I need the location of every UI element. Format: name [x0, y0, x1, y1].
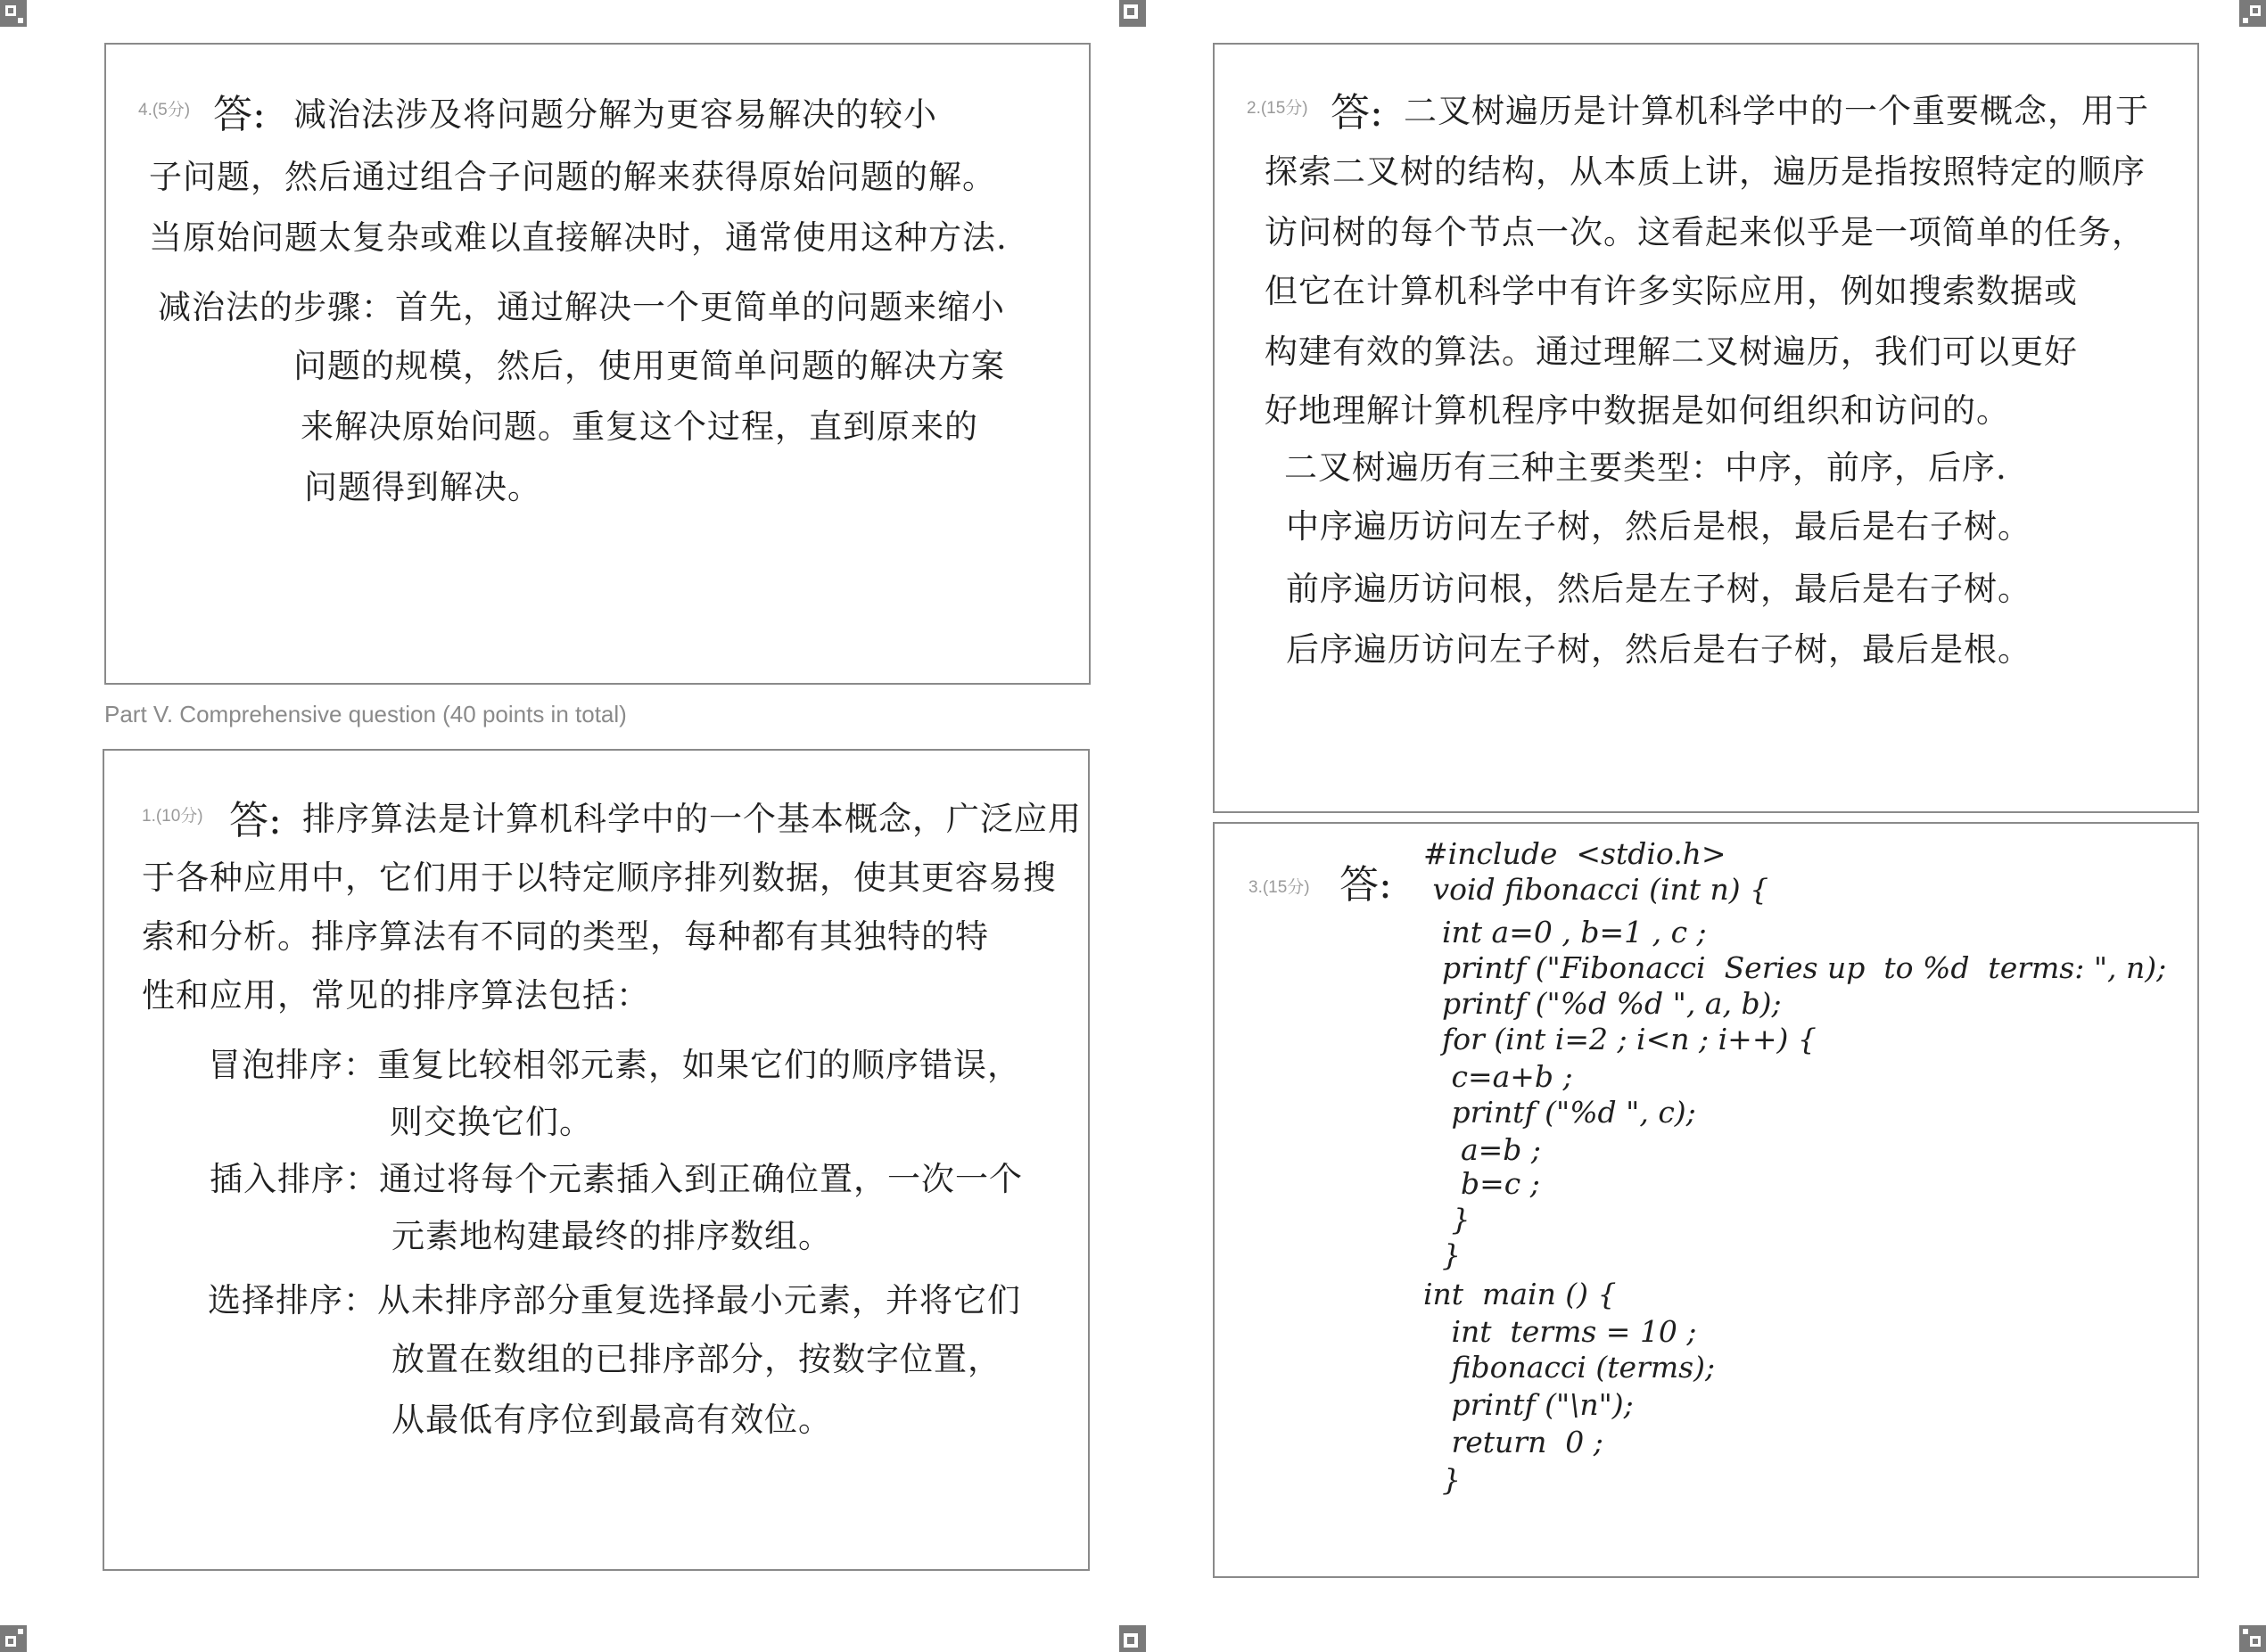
handwritten-line: 冒泡排序：重复比较相邻元素，如果它们的顺序错误，	[208, 1046, 1021, 1084]
handwritten-line: 访问树的每个节点一次。这看起来似乎是一项简单的任务，	[1265, 213, 2146, 251]
handwritten-line: 但它在计算机科学中有许多实际应用，例如搜索数据或	[1265, 272, 2078, 310]
corner-marker-bottom-right-icon	[2239, 1625, 2266, 1652]
question-label: 1.(10分)	[142, 807, 203, 826]
handwritten-line: 好地理解计算机程序中数据是如何组织和访问的。	[1265, 391, 2010, 430]
code-line: }	[1423, 1202, 1471, 1237]
handwritten-line: 减治法的步骤：首先，通过解决一个更简单的问题来缩小	[158, 288, 1005, 326]
handwritten-line: 选择排序：从未排序部分重复选择最小元素，并将它们	[208, 1281, 1021, 1319]
section-header: Part V. Comprehensive question (40 points in total)	[104, 701, 627, 727]
handwritten-line: 构建有效的算法。通过理解二叉树遍历，我们可以更好	[1265, 333, 2078, 371]
code-line: int terms = 10 ;	[1423, 1314, 1697, 1349]
handwritten-line: 二叉树遍历有三种主要类型：中序，前序，后序.	[1284, 448, 2007, 487]
question-label: 4.(5分)	[138, 101, 191, 119]
handwritten-line: 二叉树遍历是计算机科学中的一个重要概念，用于	[1404, 92, 2149, 130]
handwritten-line: 探索二叉树的结构，从本质上讲，遍历是指按照特定的顺序	[1265, 152, 2146, 191]
handwritten-line: 于各种应用中，它们用于以特定顺序排列数据，使其更容易搜	[142, 859, 1057, 897]
code-line: c=a+b ;	[1423, 1059, 1573, 1094]
answer-box-q2	[1213, 43, 2199, 813]
handwritten-line: 性和应用，常见的排序算法包括：	[142, 976, 650, 1015]
handwritten-line: 元素地构建最终的排序数组。	[391, 1217, 832, 1255]
question-label: 3.(15分)	[1248, 878, 1310, 897]
corner-marker-bottom-center-icon	[1119, 1625, 1146, 1652]
code-line: #include <stdio.h>	[1423, 836, 1726, 871]
handwritten-line: 问题的规模，然后，使用更简单问题的解决方案	[293, 347, 1005, 385]
code-line: fibonacci (terms);	[1423, 1350, 1716, 1385]
code-line: }	[1423, 1462, 1461, 1497]
answer-box-q3	[1213, 822, 2199, 1578]
code-line: int a=0 , b=1 , c ;	[1423, 915, 1707, 949]
code-line: printf ("\n");	[1423, 1387, 1634, 1422]
answer-box-q1	[103, 749, 1090, 1571]
corner-marker-top-right-icon	[2239, 0, 2266, 27]
corner-marker-top-center-icon	[1119, 0, 1146, 27]
corner-marker-bottom-left-icon	[0, 1625, 27, 1652]
code-line: a=b ;	[1423, 1132, 1542, 1167]
code-line: for (int i=2 ; i<n ; i++) {	[1423, 1022, 1817, 1056]
code-line: b=c ;	[1423, 1166, 1540, 1201]
code-line: void fibonacci (int n) {	[1423, 872, 1769, 907]
handwritten-line: 子问题，然后通过组合子问题的解来获得原始问题的解。	[149, 158, 996, 196]
handwritten-line: 后序遍历访问左子树，然后是右子树，最后是根。	[1286, 630, 2031, 669]
corner-marker-top-left-icon	[0, 0, 27, 27]
code-line: printf ("%d ", c);	[1423, 1095, 1696, 1130]
answer-box-q4	[104, 43, 1091, 685]
code-line: return 0 ;	[1423, 1425, 1603, 1459]
answer-mark: 答:	[229, 798, 282, 843]
question-label: 2.(15分)	[1247, 99, 1308, 118]
handwritten-line: 中序遍历访问左子树，然后是根，最后是右子树。	[1286, 507, 2031, 546]
code-line: }	[1423, 1237, 1461, 1272]
answer-mark: 答:	[1331, 90, 1383, 136]
handwritten-line: 索和分析。排序算法有不同的类型，每种都有其独特的特	[142, 917, 989, 956]
handwritten-line: 则交换它们。	[390, 1103, 593, 1141]
handwritten-line: 前序遍历访问根，然后是左子树，最后是右子树。	[1286, 570, 2031, 608]
handwritten-line: 放置在数组的已排序部分，按数字位置，	[391, 1340, 1001, 1378]
answer-mark: 答:	[1339, 862, 1392, 908]
code-line: int main () {	[1423, 1277, 1617, 1311]
answer-mark: 答:	[213, 92, 266, 137]
handwritten-line: 插入排序：通过将每个元素插入到正确位置，一次一个	[210, 1160, 1023, 1198]
handwritten-line: 当原始问题太复杂或难以直接解决时，通常使用这种方法.	[149, 218, 1008, 257]
handwritten-line: 排序算法是计算机科学中的一个基本概念，广泛应用	[302, 800, 1082, 838]
code-line: printf ("Fibonacci Series up to %d terms: ", n);	[1423, 950, 2167, 985]
handwritten-line: 来解决原始问题。重复这个过程，直到原来的	[301, 407, 978, 446]
handwritten-line: 从最低有序位到最高有效位。	[391, 1401, 832, 1439]
handwritten-line: 减治法涉及将问题分解为更容易解决的较小	[293, 95, 937, 134]
handwritten-line: 问题得到解决。	[304, 468, 541, 506]
code-line: printf ("%d %d ", a, b);	[1423, 986, 1782, 1021]
